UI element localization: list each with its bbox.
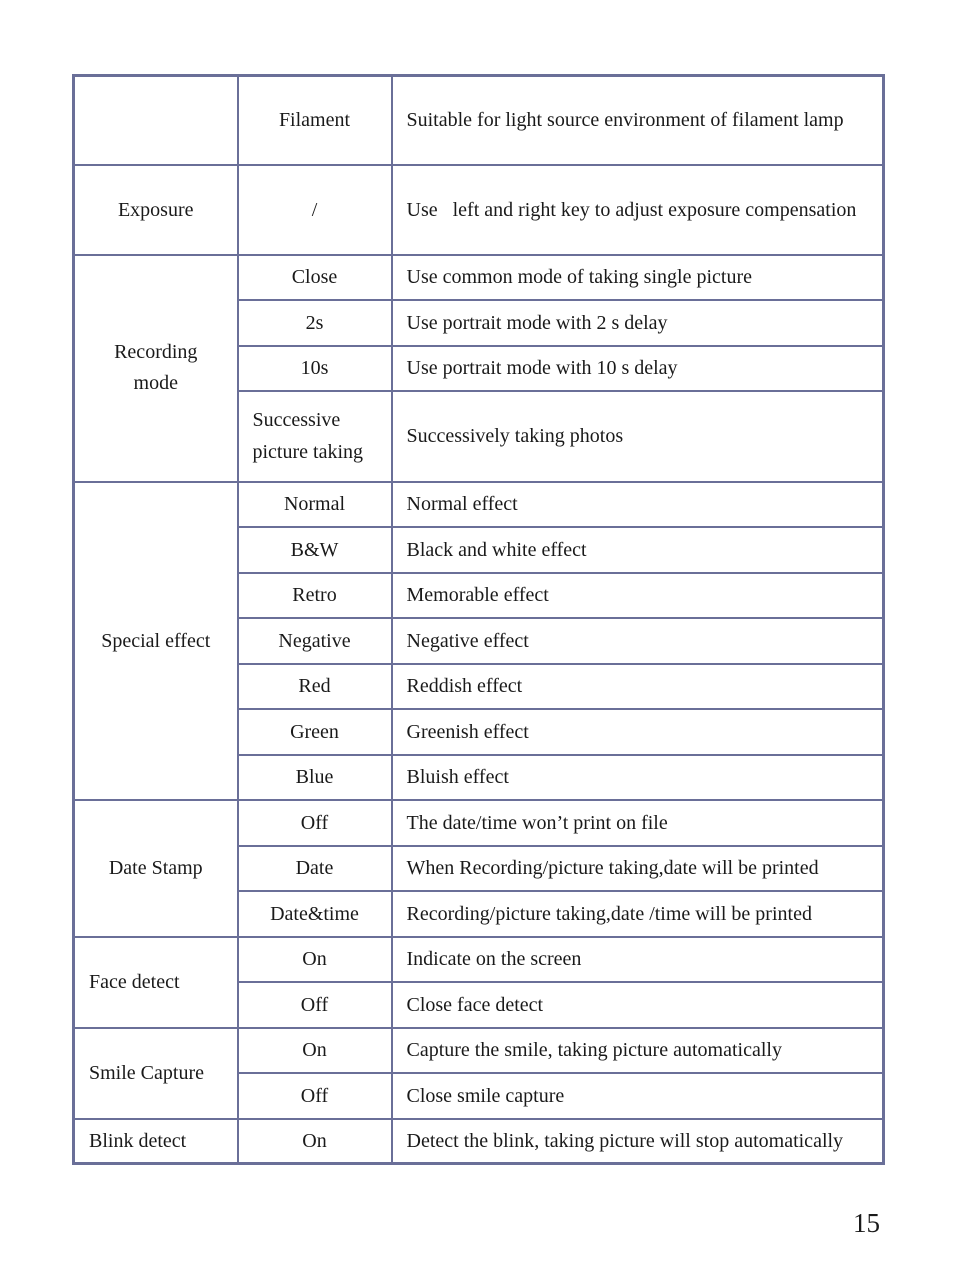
option-cell: Off [238, 800, 392, 846]
description-cell: Black and white effect [392, 527, 884, 573]
description-cell: The date/time won’t print on file [392, 800, 884, 846]
table-row [74, 255, 884, 300]
category-cell: Smile Capture [74, 1028, 238, 1119]
category-cell [74, 76, 238, 165]
description-cell: Use left and right key to adjust exposure compensation [392, 165, 884, 255]
option-cell: Retro [238, 573, 392, 618]
option-cell: Close [238, 255, 392, 300]
option-cell: Blue [238, 755, 392, 800]
description-cell: Use portrait mode with 2 s delay [392, 300, 884, 346]
category-cell: Date Stamp [74, 800, 238, 937]
option-cell: B&W [238, 527, 392, 573]
category-cell [74, 255, 238, 482]
page-number: 15 [853, 1208, 880, 1238]
table-row [74, 165, 884, 255]
table-row [74, 1119, 884, 1164]
description-cell: Use common mode of taking single picture [392, 255, 884, 300]
option-cell: Date [238, 846, 392, 891]
option-cell: Negative [238, 618, 392, 664]
table-row [74, 76, 884, 165]
option-cell: 2s [238, 300, 392, 346]
category-cell: Blink detect [74, 1119, 238, 1164]
option-cell: Red [238, 664, 392, 709]
table-row [74, 482, 884, 527]
description-cell: Close face detect [392, 982, 884, 1028]
category-cell: Exposure [74, 165, 238, 255]
description-cell: Greenish effect [392, 709, 884, 755]
description-cell: Detect the blink, taking picture will stop automatically [392, 1119, 884, 1164]
category-label: Recording mode [114, 341, 198, 394]
option-cell: Off [238, 982, 392, 1028]
description-cell: Memorable effect [392, 573, 884, 618]
description-cell: Indicate on the screen [392, 937, 884, 982]
option-cell: Successive picture taking [238, 391, 392, 482]
category-cell: Face detect [74, 937, 238, 1028]
description-cell: Recording/picture taking,date /time will be printed [392, 891, 884, 937]
option-cell: Date&time [238, 891, 392, 937]
description-cell: Successively taking photos [392, 391, 884, 482]
settings-table [72, 74, 885, 1165]
table-row [74, 800, 884, 846]
description-cell: Close smile capture [392, 1073, 884, 1119]
description-cell: Normal effect [392, 482, 884, 527]
option-cell: Normal [238, 482, 392, 527]
table-row [74, 1028, 884, 1073]
description-cell: Reddish effect [392, 664, 884, 709]
category-cell: Special effect [74, 482, 238, 800]
description-cell: Capture the smile, taking picture automatically [392, 1028, 884, 1073]
option-cell: On [238, 1028, 392, 1073]
table-row [74, 937, 884, 982]
description-cell: When Recording/picture taking,date will be printed [392, 846, 884, 891]
description-cell: Suitable for light source environment of filament lamp [392, 76, 884, 165]
option-cell: On [238, 1119, 392, 1164]
option-cell: Green [238, 709, 392, 755]
description-cell: Bluish effect [392, 755, 884, 800]
option-cell: Off [238, 1073, 392, 1119]
option-cell: / [238, 165, 392, 255]
description-cell: Negative effect [392, 618, 884, 664]
description-cell: Use portrait mode with 10 s delay [392, 346, 884, 391]
option-cell: Filament [238, 76, 392, 165]
option-cell: On [238, 937, 392, 982]
option-cell: 10s [238, 346, 392, 391]
